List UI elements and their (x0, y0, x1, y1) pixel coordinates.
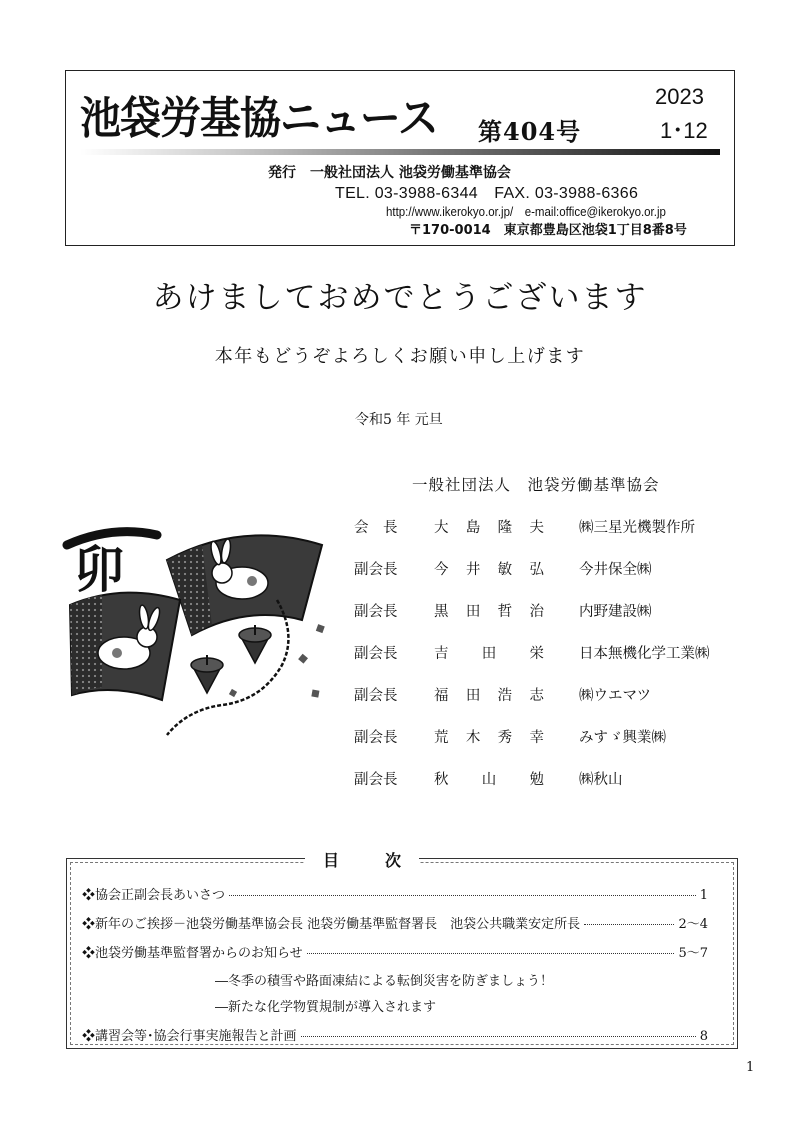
officer-company: 内野建設㈱ (579, 604, 652, 620)
officer-row (354, 516, 734, 538)
web-email-line: http://www.ikerokyo.or.jp/ e-mail:office@ikerokyo.or.jp (386, 205, 666, 219)
officer-row (354, 726, 734, 748)
toc-item (82, 884, 708, 904)
officer-company: 日本無機化学工業㈱ (579, 646, 710, 662)
toc-leader (307, 953, 675, 954)
greeting-subline: 本年もどうぞよろしくお願い申し上げます (214, 346, 586, 367)
issue-number: 第404号 (478, 117, 582, 146)
toc-subitem: ―冬季の積雪や路面凍結による転倒災害を防ぎましょう！ (215, 974, 554, 989)
toc-subitem: ―新たな化学物質規制が導入されます (215, 1000, 437, 1015)
toc-leader (584, 924, 674, 925)
officer-name: 吉田栄 (434, 646, 544, 662)
officer-company: ㈱ウエマツ (579, 688, 652, 704)
officer-company: 今井保全㈱ (579, 562, 652, 578)
new-year-greeting: あけましておめでとうございます (152, 280, 648, 316)
officer-role: 会 長 (354, 520, 398, 536)
fan-left-icon (70, 593, 180, 700)
spinning-top-icon (191, 655, 223, 693)
officer-name: 荒木秀幸 (434, 730, 544, 746)
officer-role: 副会長 (354, 646, 398, 662)
fan-right-icon (167, 535, 322, 635)
issue-date: 1･12 (660, 118, 708, 143)
organization-name: 一般社団法人 池袋労働基準協会 (412, 476, 660, 494)
calligraphy-u-icon (67, 532, 157, 599)
officer-role: 副会長 (354, 730, 398, 746)
officer-role: 副会長 (354, 604, 398, 620)
masthead-rule (80, 149, 720, 155)
toc-item (82, 913, 708, 933)
toc-title: 目 次 (305, 848, 419, 871)
officer-row (354, 642, 734, 664)
officer-role: 副会長 (354, 688, 398, 704)
address-line: 〒170-0014 東京都豊島区池袋1丁目8番8号 (409, 223, 687, 238)
officer-company: ㈱秋山 (579, 772, 623, 788)
officer-row (354, 768, 734, 790)
greeting-date: 令和5 年 元旦 (355, 412, 443, 428)
officer-name: 秋山勉 (434, 772, 544, 788)
officer-name: 黒田哲治 (434, 604, 544, 620)
toc-leader (229, 895, 696, 896)
officer-row (354, 684, 734, 706)
toc-item-label: ❖協会正副会長あいさつ (82, 888, 226, 903)
officer-row (354, 558, 734, 580)
new-year-rabbit-illustration (62, 505, 337, 740)
tel-fax-line: TEL. 03-3988-6344 FAX. 03-3988-6366 (335, 185, 639, 202)
toc-item-label: ❖新年のご挨拶－池袋労働基準協会長 池袋労働基準監督署長 池袋公共職業安定所長 (82, 917, 581, 932)
officer-name: 今井敏弘 (434, 562, 544, 578)
officer-role: 副会長 (354, 772, 398, 788)
issue-year: 2023 (655, 84, 704, 109)
svg-text:卯: 卯 (74, 540, 124, 599)
toc-item-page: 5～7 (678, 946, 708, 961)
toc-item-page: 8 (699, 1029, 708, 1044)
toc-leader (301, 1036, 696, 1037)
spinning-top-icon (239, 625, 271, 663)
officer-name: 大島隆夫 (434, 520, 544, 536)
officer-company: みすゞ興業㈱ (579, 730, 666, 746)
toc-item-label: ❖講習会等･協会行事実施報告と計画 (82, 1029, 297, 1044)
toc-item-page: 1 (699, 888, 708, 903)
toc-item-page: 2～4 (678, 917, 708, 932)
publisher-line: 発行 一般社団法人 池袋労働基準協会 (268, 165, 511, 181)
toc-item (82, 942, 708, 962)
toc-item-label: ❖池袋労働基準監督署からのお知らせ (82, 946, 303, 961)
officer-role: 副会長 (354, 562, 398, 578)
toc-item (82, 1025, 708, 1045)
newsletter-title: 池袋労基協ニュース (80, 93, 438, 144)
page-number: 1 (746, 1060, 755, 1075)
officer-row (354, 600, 734, 622)
officer-name: 福田浩志 (434, 688, 544, 704)
officer-company: ㈱三星光機製作所 (579, 520, 695, 536)
